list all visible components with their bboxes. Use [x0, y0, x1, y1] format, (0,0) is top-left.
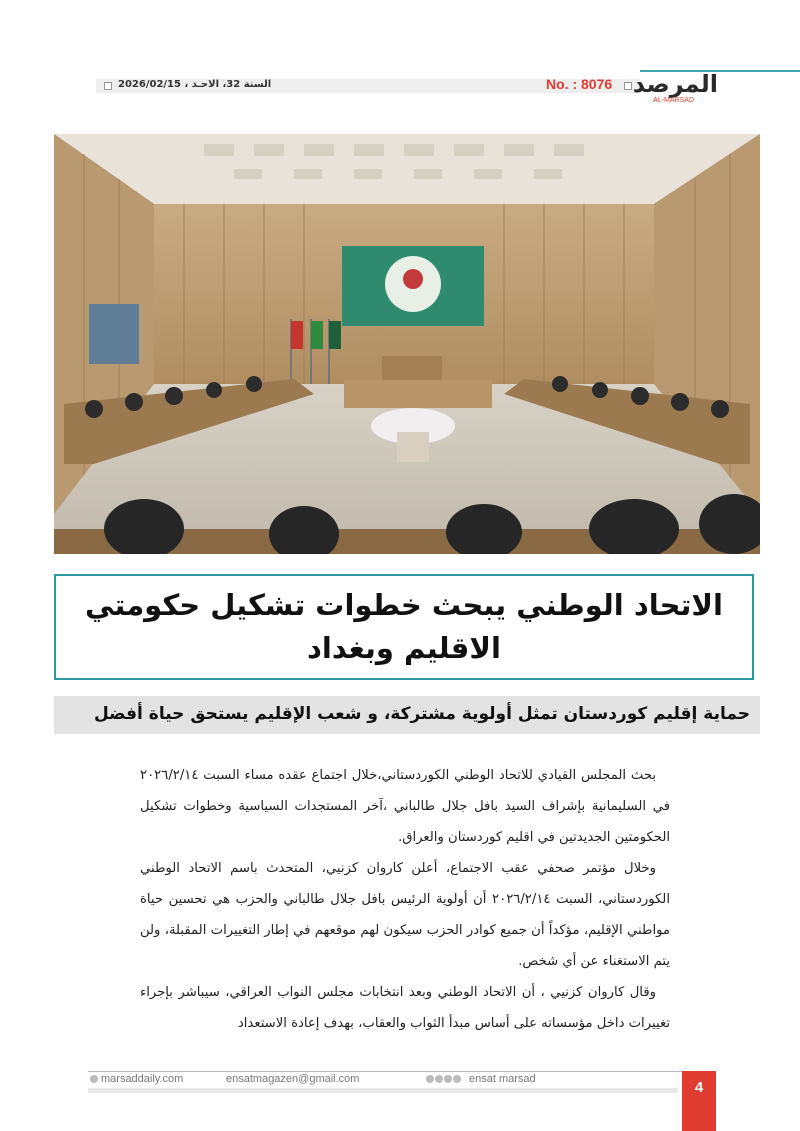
- article-subheadline: حماية إقليم كوردستان تمثل أولوية مشتركة، و شعب الإقليم يستحق حياة أفضل: [93, 704, 750, 724]
- facebook-icon[interactable]: [426, 1075, 434, 1083]
- headline-box: [54, 574, 754, 680]
- article-body: [140, 760, 670, 1039]
- meeting-photo-illustration: [54, 134, 760, 554]
- newspaper-logo[interactable]: [632, 70, 724, 104]
- footer-divider: [88, 1071, 688, 1072]
- logo-latin-text: AL-MARSAD: [653, 97, 694, 104]
- date-bullet-icon: [104, 82, 112, 90]
- article-headline: الاتحاد الوطني يبحث خطوات تشكيل حكومتي الاقليم وبغداد: [85, 588, 723, 665]
- instagram-icon[interactable]: [444, 1075, 452, 1083]
- meeting-hall-photo: [54, 134, 760, 554]
- article-paragraph: وقال كاروان كزنيي ، أن الاتحاد الوطني وبعد انتخابات مجلس النواب العراقي، سيباشر بإجراء تغييرات داخل مؤسساته على أساس مبدأ الثواب والعقاب، بهدف إعادة الاستعداد: [140, 985, 670, 1031]
- page-number-box: [682, 1071, 716, 1131]
- footer-social-handle[interactable]: ensat marsad: [469, 1073, 536, 1085]
- article-paragraph: وخلال مؤتمر صحفي عقب الاجتماع، أعلن كاروان كزنيي، المتحدث باسم الاتحاد الوطني الكوردستاني، السبت ٢٠٢٦/٢/١٤ أن أولوية الرئيس بافل جلال طالباني والحزب هي تحسين حياة مواطني الإقليم، مؤكداً أن جميع كوادر الحزب سيكون لهم موقعهم في إطار التغييرات المقبلة، ولن يتم الاستغناء عن أي شخص.: [140, 861, 670, 969]
- twitter-icon[interactable]: [435, 1075, 443, 1083]
- issue-date: السنة 32، الاحـد ، 2026/02/15: [118, 79, 272, 90]
- footer-bar: [88, 1088, 678, 1093]
- article-paragraph: بحث المجلس القيادي للاتحاد الوطني الكوردستاني،خلال اجتماع عقده مساء السبت ٢٠٢٦/٢/١٤ في السليمانية بإشراف السيد بافل جلال طالباني ،آخر المستجدات السياسية وخطوات تشكيل الحكومتين الجديدتين في اقليم كوردستان والعراق.: [140, 768, 670, 845]
- issue-bullet-icon: [624, 82, 632, 90]
- issue-number: No. : 8076: [546, 76, 613, 92]
- footer-website[interactable]: marsaddaily.com: [101, 1073, 184, 1085]
- youtube-icon[interactable]: [453, 1075, 461, 1083]
- globe-icon: [90, 1075, 98, 1083]
- page-number: 4: [694, 1079, 704, 1096]
- subheadline-bar: [54, 696, 760, 734]
- footer-email[interactable]: ensatmagazen@gmail.com: [226, 1073, 360, 1085]
- logo-text: المرصد: [632, 70, 718, 98]
